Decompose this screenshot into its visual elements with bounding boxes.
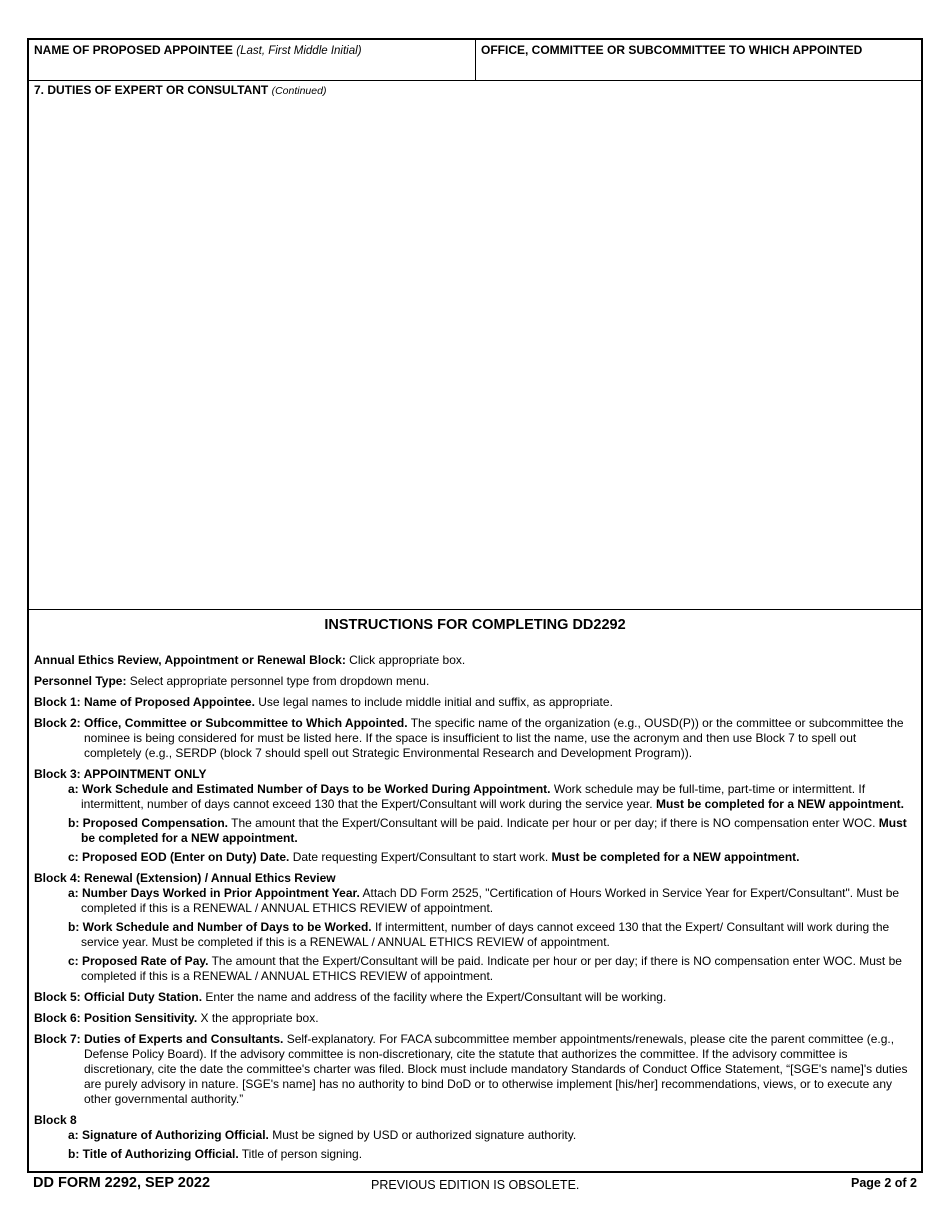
- instructions-body: [29, 653, 921, 1162]
- instructions-title: INSTRUCTIONS FOR COMPLETING DD2292: [324, 617, 626, 633]
- instr-block8a: a: Signature of Authorizing Official. Must be signed by USD or authorized signature authority.: [68, 1128, 577, 1142]
- instr-block3b: b: Proposed Compensation. The amount that the Expert/Consultant will be paid. Indicate per hour or per day; if there is NO compensation enter WOC. Must be completed for a NEW appointment.: [68, 816, 907, 845]
- header-row: [29, 40, 921, 81]
- form-id: DD FORM 2292, SEP 2022: [33, 1175, 211, 1191]
- instr-annual: Annual Ethics Review, Appointment or Renewal Block: Click appropriate box.: [34, 653, 466, 667]
- form-footer: [33, 1175, 917, 1195]
- instructions-section: [29, 611, 921, 1166]
- instr-block8b: b: Title of Authorizing Official. Title of person signing.: [68, 1147, 363, 1161]
- instr-block4a: a: Number Days Worked in Prior Appointment Year. Attach DD Form 2525, "Certification of Hours Worked in Service Year for Expert/Consultant". Must be completed if this is a RENEWAL / ANNUAL ETHICS REVIEW of appointment.: [68, 886, 900, 915]
- edition-note: PREVIOUS EDITION IS OBSOLETE.: [371, 1178, 580, 1192]
- appointee-label: NAME OF PROPOSED APPOINTEE: [34, 43, 233, 57]
- appointee-hint: (Last, First Middle Initial): [236, 45, 362, 57]
- instr-block6: Block 6: Position Sensitivity. X the appropriate box.: [34, 1011, 319, 1025]
- instr-block7: Block 7: Duties of Experts and Consultants. Self-explanatory. For FACA subcommittee member appointments/renewals, please cite the parent committee (e.g., Defense Policy Board). If the advisory committee is non-discretionary, cite the statute that authorizes the committee. If the advisory committee is discretionary, cite the date the committee's charter was filed. Block must include mandatory Standards of Conduct Office Statement, “[SGE's name]'s duties are purely advisory in nature. [SGE's name] has no authority to bind DoD or to otherwise implement [his/her] recommendations, views, or to execute any other governmental authority.”: [34, 1032, 908, 1106]
- appointee-name-field[interactable]: [29, 40, 476, 80]
- office-field[interactable]: [476, 40, 921, 80]
- instr-block5: Block 5: Official Duty Station. Enter the name and address of the facility where the Expert/Consultant will be working.: [34, 990, 667, 1004]
- duties-hint: (Continued): [271, 85, 327, 97]
- instr-block4b: b: Work Schedule and Number of Days to be Worked. If intermittent, number of days cannot exceed 130 that the Expert/ Consultant will work during the service year. Must be completed if this is a RENEWAL / ANNUAL ETHICS REVIEW of appointment.: [68, 920, 890, 949]
- page-number: Page 2 of 2: [851, 1176, 917, 1190]
- instr-block3c: c: Proposed EOD (Enter on Duty) Date. Date requesting Expert/Consultant to start work. Must be completed for a NEW appointment.: [68, 850, 800, 864]
- duties-field[interactable]: [29, 80, 921, 610]
- office-label: OFFICE, COMMITTEE OR SUBCOMMITTEE TO WHICH APPOINTED: [481, 43, 863, 57]
- instr-block3a: a: Work Schedule and Estimated Number of Days to be Worked During Appointment. Work schedule may be full-time, part-time or intermittent. If intermittent, number of days cannot exceed 130 that the Expert/Consultant will work during the service year. Must be completed for a NEW appointment.: [68, 782, 904, 811]
- instr-block1: Block 1: Name of Proposed Appointee. Use legal names to include middle initial and suffix, as appropriate.: [34, 695, 613, 709]
- instr-block4c: c: Proposed Rate of Pay. The amount that the Expert/Consultant will be paid. Indicate per hour or per day; if there is NO compensation enter WOC. Must be completed if this is a RENEWAL / ANNUAL ETHICS REVIEW of appointment.: [68, 954, 902, 983]
- instr-block4: Block 4: Renewal (Extension) / Annual Ethics Review: [34, 871, 336, 885]
- instr-block2: Block 2: Office, Committee or Subcommittee to Which Appointed. The specific name of the organization (e.g., OUSD(P)) or the committee or subcommittee the nominee is being considered for must be listed here. If the space is insufficient to list the name, use the acronym and then use Block 7 to spell out completely (e.g., SERDP (block 7 should spell out Strategic Environmental Research and Development Program)).: [34, 716, 904, 760]
- duties-label: 7. DUTIES OF EXPERT OR CONSULTANT: [34, 83, 269, 97]
- instr-block8: Block 8: [34, 1113, 77, 1127]
- instr-block3: Block 3: APPOINTMENT ONLY: [34, 767, 207, 781]
- form-frame: [27, 38, 923, 1173]
- instr-personnel: Personnel Type: Select appropriate personnel type from dropdown menu.: [34, 674, 430, 688]
